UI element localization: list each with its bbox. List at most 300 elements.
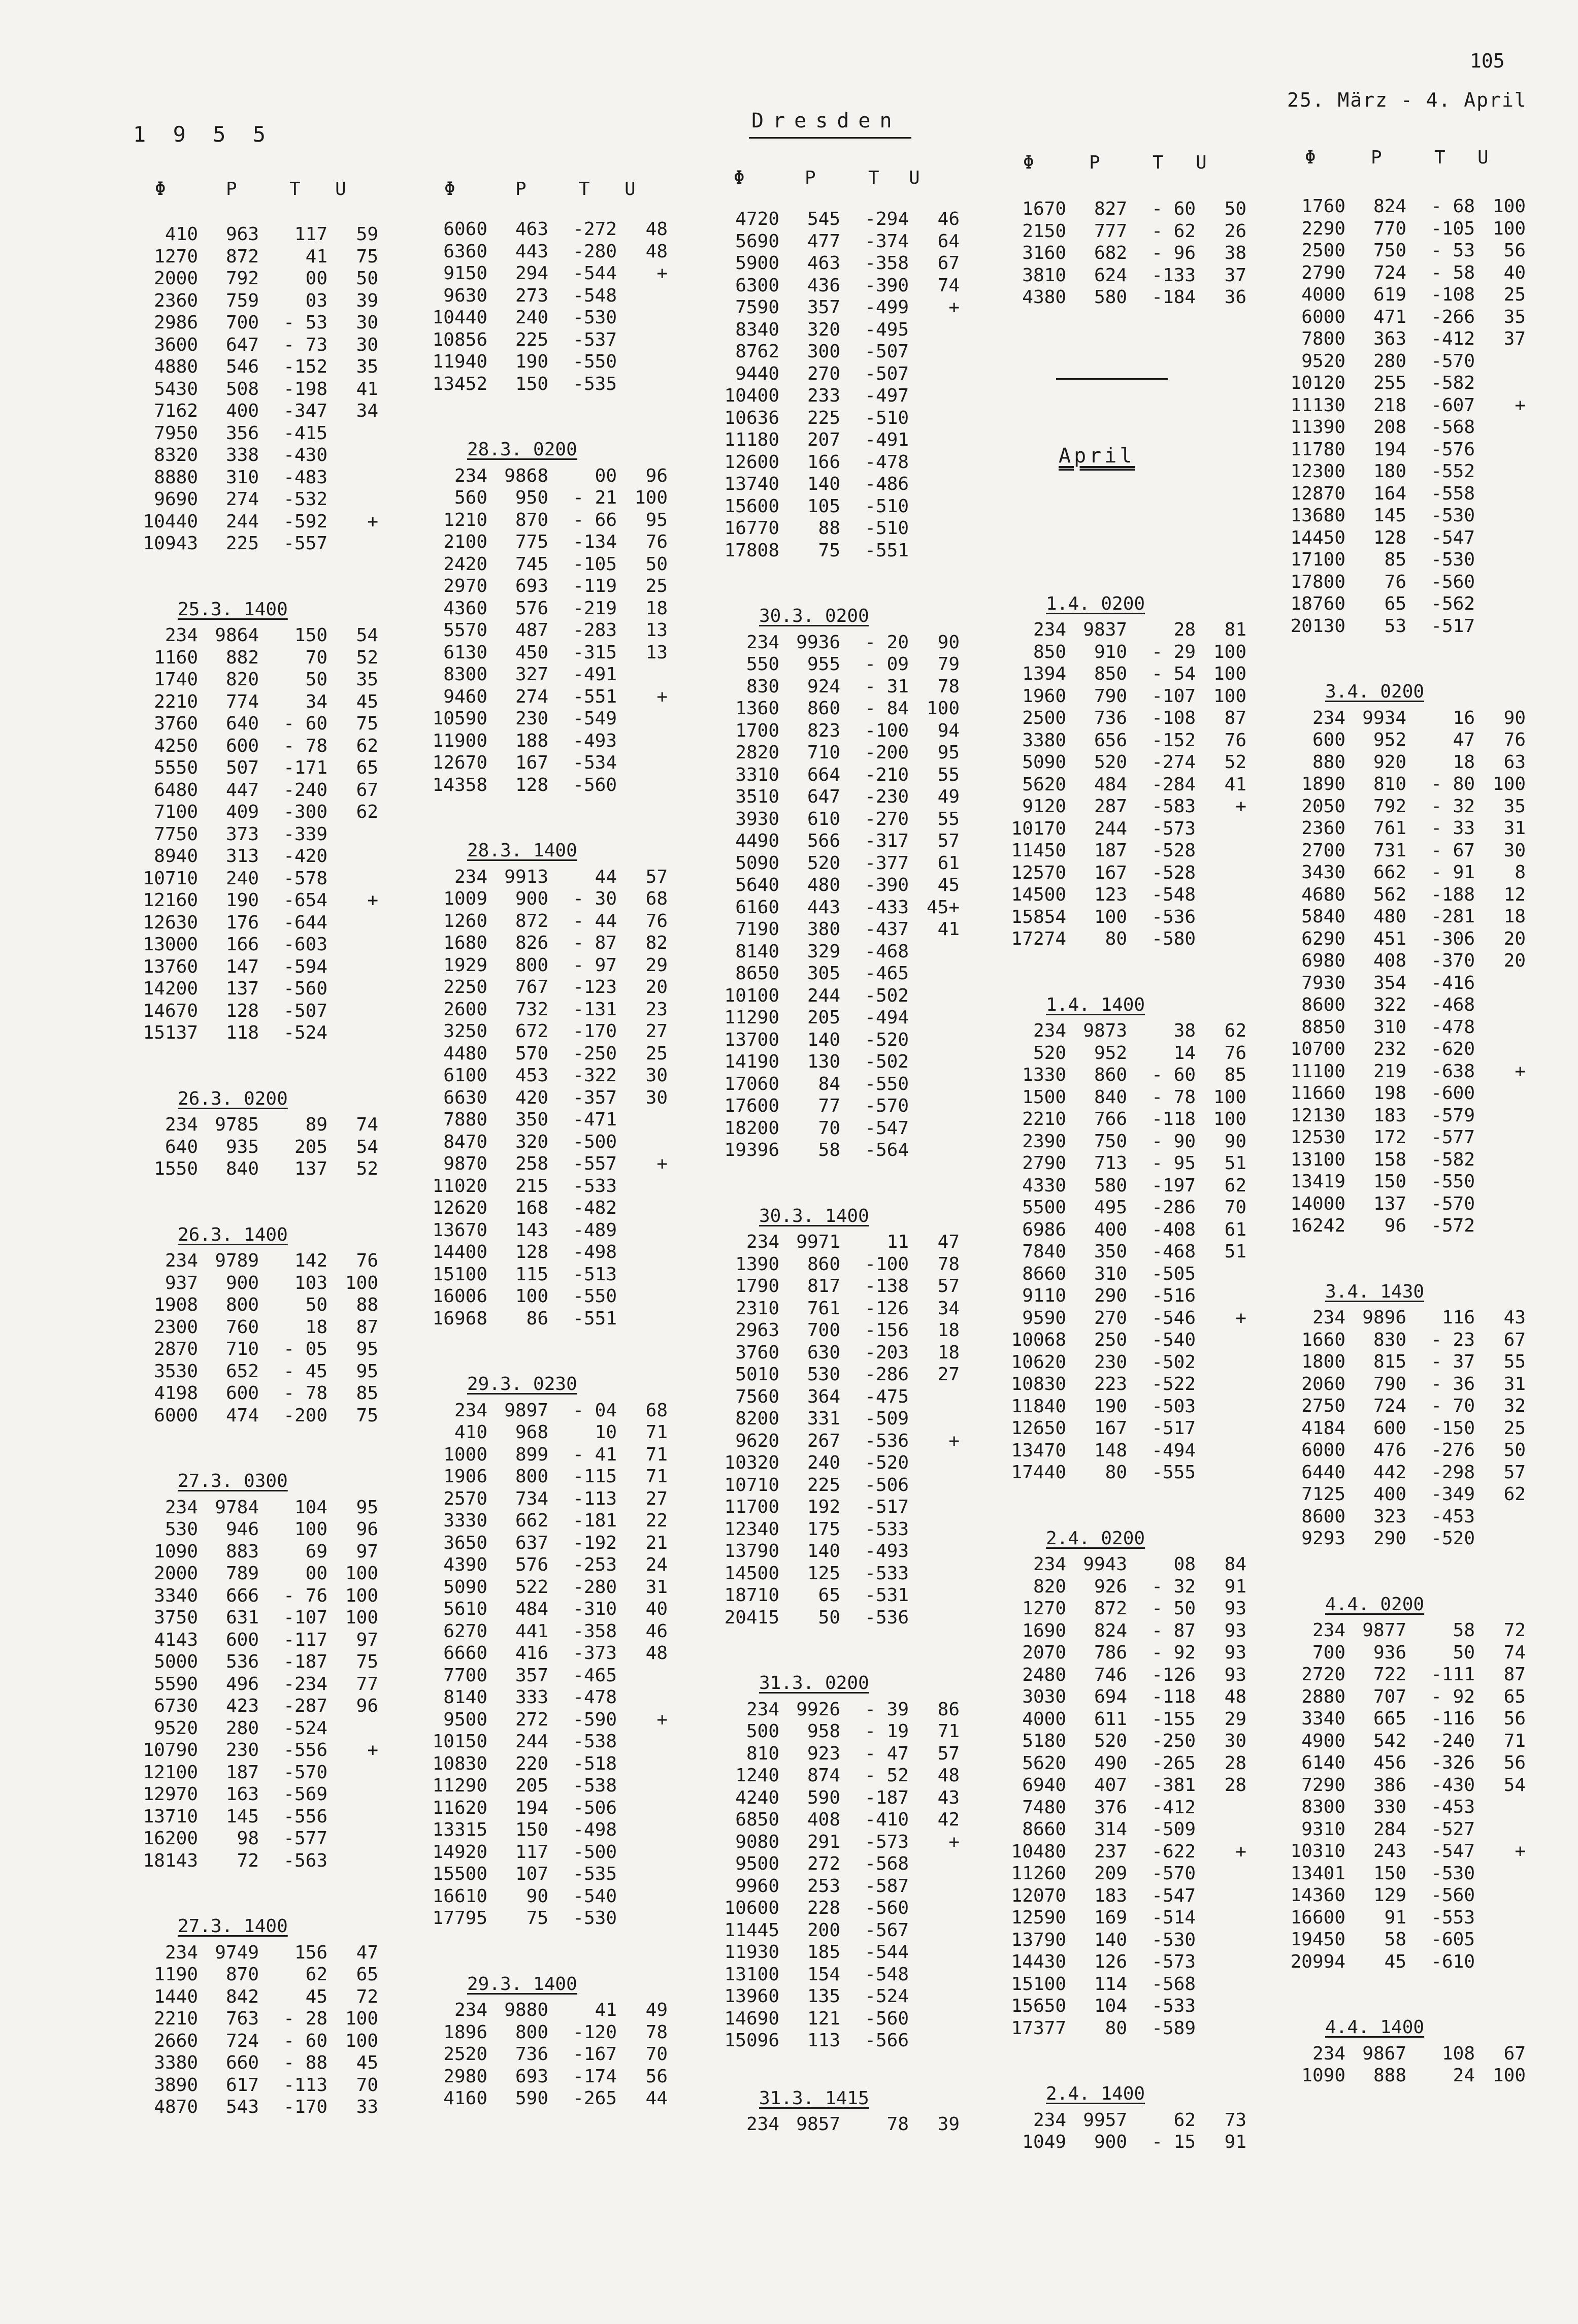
humidity-cell: 51 [1224,1241,1246,1262]
altitude-cell: 4680 [1301,884,1345,905]
humidity-cell: 78 [937,676,960,697]
pressure-cell: 9934 [1362,707,1406,728]
humidity-cell: 79 [937,654,960,675]
header-p: P [515,179,527,200]
pressure-cell: 322 [1373,994,1406,1015]
temperature-cell: -412 [1431,328,1475,349]
pressure-cell: 9943 [1083,1554,1127,1575]
temperature-cell: -553 [1431,1907,1475,1928]
pressure-cell: 140 [807,1541,840,1562]
temperature-cell: -118 [1152,1109,1196,1130]
table-row [122,713,378,735]
pressure-cell: 530 [807,1364,840,1385]
humidity-cell: 55 [1503,1351,1526,1372]
temperature-cell: -582 [1431,373,1475,393]
altitude-cell: 13452 [432,373,487,394]
pressure-cell: 824 [1373,196,1406,217]
table-row [1269,483,1526,505]
altitude-cell: 2980 [443,2066,487,2087]
altitude-cell: 6270 [443,1620,487,1642]
table-row [703,1787,960,1809]
pressure-cell: 168 [515,1198,548,1218]
table-row [1269,817,1526,840]
temperature-cell: -465 [573,1665,617,1686]
pressure-cell: 888 [1373,2065,1406,2086]
altitude-cell: 3340 [154,1585,198,1606]
pressure-cell: 386 [1373,1774,1406,1796]
pressure-cell: 9749 [215,1942,259,1963]
temperature-cell: -548 [573,285,617,306]
humidity-cell: 45+ [926,897,960,918]
table-row [122,868,378,890]
temperature-cell: - 88 [283,2052,327,2073]
humidity-cell: 85 [356,1383,378,1404]
altitude-cell: 11450 [1011,840,1066,861]
table-row [411,1576,668,1599]
altitude-cell: 14670 [143,1000,198,1021]
table-row [1269,1951,1526,1973]
temperature-cell: -265 [1152,1752,1196,1774]
altitude-cell: 11390 [1290,417,1345,438]
temperature-cell: -620 [1431,1039,1475,1059]
temperature-cell: -283 [573,620,617,641]
table-row [703,2113,960,2136]
pressure-cell: 338 [225,445,259,466]
altitude-cell: 16242 [1290,1215,1345,1236]
temperature-cell: -509 [865,1408,909,1429]
pressure-cell: 9784 [215,1497,259,1518]
altitude-cell: 16006 [432,1286,487,1307]
temperature-cell: 137 [294,1158,327,1179]
humidity-cell: 74 [1503,1642,1526,1663]
table-row [1269,751,1526,774]
temperature-cell: -113 [283,2074,327,2096]
pressure-cell: 662 [515,1510,548,1531]
pressure-cell: 129 [1373,1885,1406,1906]
temperature-cell: -557 [573,1153,617,1174]
table-row [122,378,378,401]
table-row [1269,1863,1526,1885]
table-row [411,1907,668,1930]
pressure-cell: 734 [515,1488,548,1509]
humidity-cell: 95 [645,509,668,530]
pressure-cell: 76 [1384,571,1406,592]
altitude-cell: 1890 [1301,774,1345,794]
table-row [411,1841,668,1864]
table-row [703,1253,960,1276]
pressure-cell: 121 [807,2008,840,2029]
header-phi: Φ [1023,152,1034,173]
altitude-cell: 12070 [1011,1885,1066,1906]
altitude-cell: 234 [454,866,487,887]
pressure-cell: 354 [1373,972,1406,993]
altitude-cell: 8762 [735,341,779,362]
altitude-cell: 9500 [443,1709,487,1730]
humidity-cell: 57 [645,866,668,887]
altitude-cell: 11100 [1290,1060,1345,1082]
table-row [122,1405,378,1427]
table-row [411,465,668,487]
temperature-cell: -524 [865,1986,909,2007]
humidity-cell: 30 [1503,840,1526,861]
temperature-cell: -531 [865,1585,909,1606]
altitude-cell: 5090 [1022,752,1066,773]
table-row [1269,1126,1526,1149]
table-row [990,1995,1246,2017]
altitude-cell: 2390 [1022,1131,1066,1152]
altitude-cell: 10440 [432,307,487,328]
table-row [122,246,378,268]
table-row [990,641,1246,663]
temperature-cell: 14 [1173,1042,1196,1064]
data-column-1 [122,223,378,2118]
altitude-cell: 7125 [1301,1484,1345,1505]
altitude-cell: 10320 [724,1452,779,1473]
table-row [990,928,1246,950]
table-row [703,786,960,808]
pressure-cell: 140 [1094,1929,1127,1950]
temperature-cell: -270 [865,808,909,829]
temperature-cell: - 31 [865,676,909,697]
temperature-cell: - 45 [283,1360,327,1382]
pressure-cell: 447 [225,779,259,801]
pressure-cell: 85 [1384,549,1406,570]
altitude-cell: 13790 [724,1541,779,1562]
humidity-cell: 100 [1492,218,1526,239]
altitude-cell: 12130 [1290,1105,1345,1126]
altitude-cell: 3530 [154,1360,198,1382]
temperature-cell: -105 [1431,218,1475,239]
temperature-cell: 18 [305,1316,327,1338]
pressure-cell: 253 [807,1875,840,1897]
altitude-cell: 16770 [724,518,779,539]
humidity-cell: 100 [1492,196,1526,217]
temperature-cell: -156 [865,1320,909,1341]
observation-block [411,218,668,395]
table-row [990,1553,1246,1576]
pressure-cell: 291 [807,1831,840,1852]
pressure-cell: 329 [807,941,840,962]
humidity-cell: 56 [1503,240,1526,261]
block-heading: 3.4. 0200 [1325,681,1425,702]
temperature-cell: -544 [865,1942,909,1963]
pressure-cell: 840 [225,1158,259,1179]
table-row [703,341,960,363]
table-row [990,1620,1246,1642]
altitude-cell: 18200 [724,1117,779,1139]
table-row [990,1351,1246,1374]
observation-block [990,593,1246,950]
pressure-cell: 672 [515,1021,548,1042]
temperature-cell: -184 [1152,287,1196,308]
pressure-cell: 118 [225,1022,259,1043]
temperature-cell: 08 [1173,1554,1196,1575]
table-row [990,1929,1246,1951]
table-row [122,1986,378,2008]
table-row [1269,1818,1526,1841]
pressure-cell: 274 [225,489,259,510]
pressure-cell: 484 [1094,774,1127,795]
table-row [703,1699,960,1721]
altitude-cell: 4250 [154,735,198,756]
block-heading: 4.4. 0200 [1325,1593,1425,1615]
table-row [122,1629,378,1651]
table-row [703,1139,960,1161]
table-row [990,1152,1246,1175]
header-p: P [1089,152,1100,173]
table-row [122,1762,378,1784]
humidity-cell: 67 [356,779,378,801]
humidity-cell: 71 [645,1444,668,1465]
table-row [411,1686,668,1709]
pressure-cell: 150 [515,373,548,394]
table-row [411,1285,668,1308]
altitude-cell: 3310 [735,764,779,785]
observation-block [122,1915,378,2118]
altitude-cell: 6730 [154,1696,198,1716]
temperature-cell: -560 [865,2008,909,2029]
altitude-cell: 12970 [143,1784,198,1805]
pressure-cell: 826 [515,933,548,953]
temperature-cell: -500 [573,1131,617,1152]
humidity-cell: 18 [937,1320,960,1341]
table-row [1269,284,1526,306]
pressure-cell: 164 [1373,483,1406,504]
humidity-cell: 76 [645,532,668,552]
humidity-cell: 54 [356,1136,378,1157]
pressure-cell: 480 [807,875,840,895]
temperature-cell: -478 [865,451,909,473]
table-row [122,488,378,511]
pressure-cell: 710 [807,742,840,763]
pressure-cell: 883 [225,1541,259,1562]
humidity-cell: 50 [1224,198,1246,219]
temperature-cell: -570 [1152,1863,1196,1884]
table-row [411,1797,668,1819]
pressure-cell: 9897 [504,1400,548,1421]
pressure-cell: 408 [807,1809,840,1830]
temperature-cell: -265 [573,2088,617,2109]
pressure-cell: 732 [515,999,548,1020]
temperature-cell: -188 [1431,884,1475,905]
temperature-cell: -478 [573,1687,617,1708]
temperature-cell: -272 [573,219,617,240]
observation-block [411,1373,668,1930]
altitude-cell: 9293 [1301,1528,1345,1549]
pressure-cell: 167 [515,752,548,773]
pressure-cell: 169 [1094,1907,1127,1928]
altitude-cell: 11940 [432,351,487,372]
humidity-cell: 37 [1503,328,1526,349]
humidity-cell: 36 [1224,287,1246,308]
altitude-cell: 3330 [443,1510,487,1531]
table-row [703,830,960,852]
block-heading: 3.4. 1430 [1325,1281,1425,1302]
temperature-cell: -540 [573,1885,617,1907]
temperature-cell: -570 [283,1762,327,1783]
altitude-cell: 7290 [1301,1774,1345,1796]
pressure-cell: 243 [1373,1841,1406,1862]
temperature-cell: -133 [1152,264,1196,286]
temperature-cell: - 87 [1152,1620,1196,1641]
altitude-cell: 15650 [1011,1996,1066,2016]
temperature-cell: -107 [1152,685,1196,707]
table-row [1269,1060,1526,1083]
pressure-cell: 662 [1373,862,1406,883]
altitude-cell: 2050 [1301,795,1345,817]
pressure-cell: 900 [1094,2132,1127,2152]
temperature-cell: - 33 [1431,818,1475,839]
observation-block [703,2087,960,2136]
temperature-cell: -349 [1431,1484,1475,1505]
temperature-cell: -306 [1431,928,1475,949]
altitude-cell: 13760 [143,956,198,977]
pressure-cell: 656 [1094,729,1127,751]
table-row [990,1241,1246,1263]
humidity-cell: 50 [356,268,378,289]
pressure-cell: 810 [1373,774,1406,794]
pressure-cell: 310 [1373,1016,1406,1038]
pressure-cell: 840 [1094,1086,1127,1108]
altitude-cell: 2300 [154,1316,198,1338]
altitude-cell: 3430 [1301,862,1345,883]
pressure-cell: 233 [807,385,840,406]
temperature-cell: -274 [1152,752,1196,773]
table-row [990,1042,1246,1065]
table-row [122,1607,378,1629]
table-row [1269,439,1526,461]
header-u: U [624,179,636,200]
altitude-cell: 4198 [154,1383,198,1404]
table-row [1269,1840,1526,1863]
pressure-cell: 872 [515,910,548,932]
table-row [122,1382,378,1405]
humidity-cell: 93 [1224,1664,1246,1685]
pressure-cell: 759 [225,290,259,311]
table-row [990,1131,1246,1153]
pressure-cell: 952 [1094,1042,1127,1064]
pressure-cell: 817 [807,1276,840,1297]
temperature-cell: -126 [865,1298,909,1319]
altitude-cell: 5000 [154,1651,198,1672]
humidity-cell: 34 [356,401,378,421]
altitude-cell: 1270 [1022,1598,1066,1619]
temperature-cell: - 30 [573,888,617,909]
temperature-cell: -560 [1431,1885,1475,1906]
temperature-cell: -509 [1152,1819,1196,1840]
temperature-cell: - 60 [283,2030,327,2051]
temperature-cell: -187 [865,1787,909,1808]
altitude-cell: 2420 [443,553,487,575]
temperature-cell: -589 [1152,2017,1196,2039]
table-row [990,1576,1246,1598]
altitude-cell: 234 [1312,1620,1345,1641]
temperature-cell: 00 [305,1563,327,1584]
humidity-cell: 48 [645,241,668,262]
temperature-cell: - 60 [1152,198,1196,219]
temperature-cell: -276 [1431,1440,1475,1460]
temperature-cell: -502 [865,1051,909,1072]
pressure-cell: 522 [515,1576,548,1598]
table-row [1269,1373,1526,1396]
table-row [1269,1506,1526,1528]
altitude-cell: 5620 [1022,774,1066,795]
humidity-cell: 87 [1503,1664,1526,1685]
humidity-cell: + [656,1709,668,1730]
pressure-cell: 693 [515,576,548,596]
table-row [1269,1171,1526,1193]
humidity-cell: 71 [937,1721,960,1742]
table-row [411,910,668,933]
altitude-cell: 600 [1312,729,1345,750]
humidity-cell: 41 [1224,774,1246,795]
pressure-cell: 280 [225,1717,259,1739]
altitude-cell: 10310 [1290,1841,1345,1862]
pressure-cell: 300 [807,341,840,362]
temperature-cell: -520 [865,1452,909,1473]
humidity-cell: 97 [356,1541,378,1562]
altitude-cell: 12340 [724,1518,779,1540]
temperature-cell: 50 [305,1294,327,1315]
humidity-cell: 42 [937,1809,960,1830]
altitude-cell: 234 [454,1400,487,1421]
altitude-cell: 17795 [432,1908,487,1929]
pressure-cell: 882 [225,647,259,668]
altitude-cell: 10710 [724,1474,779,1496]
pressure-cell: 713 [1094,1153,1127,1174]
table-row [990,707,1246,729]
table-row [411,2087,668,2110]
table-row [122,422,378,445]
pressure-cell: 232 [1373,1039,1406,1059]
pressure-cell: 722 [1373,1664,1406,1685]
altitude-cell: 12570 [1011,862,1066,883]
altitude-cell: 17800 [1290,571,1345,592]
temperature-cell: -210 [865,764,909,785]
pressure-cell: 936 [1373,1642,1406,1663]
temperature-cell: -119 [573,576,617,596]
temperature-cell: -433 [865,897,909,918]
pressure-cell: 117 [515,1841,548,1863]
table-row [122,290,378,312]
temperature-cell: - 39 [865,1699,909,1720]
table-row [122,1850,378,1872]
pressure-cell: 958 [807,1721,840,1742]
temperature-cell: -582 [1431,1149,1475,1170]
humidity-cell: 90 [1224,1131,1246,1152]
table-row [703,2030,960,2052]
pressure-cell: 870 [225,1964,259,1985]
temperature-cell: 156 [294,1942,327,1963]
temperature-cell: -152 [1152,729,1196,751]
altitude-cell: 5570 [443,620,487,641]
observation-block [1269,195,1526,637]
humidity-cell: 76 [1224,729,1246,751]
table-row [122,735,378,757]
temperature-cell: -412 [1152,1797,1196,1818]
humidity-cell: 77 [356,1673,378,1695]
temperature-cell: -573 [1152,818,1196,839]
temperature-cell: -358 [865,253,909,274]
table-row [1269,972,1526,994]
altitude-cell: 2000 [154,1563,198,1584]
temperature-cell: -520 [865,1029,909,1050]
pressure-cell: 175 [807,1518,840,1540]
temperature-cell: 10 [595,1422,617,1443]
table-row [1269,1796,1526,1818]
data-column-4 [990,198,1246,2153]
temperature-cell: -198 [283,378,327,400]
